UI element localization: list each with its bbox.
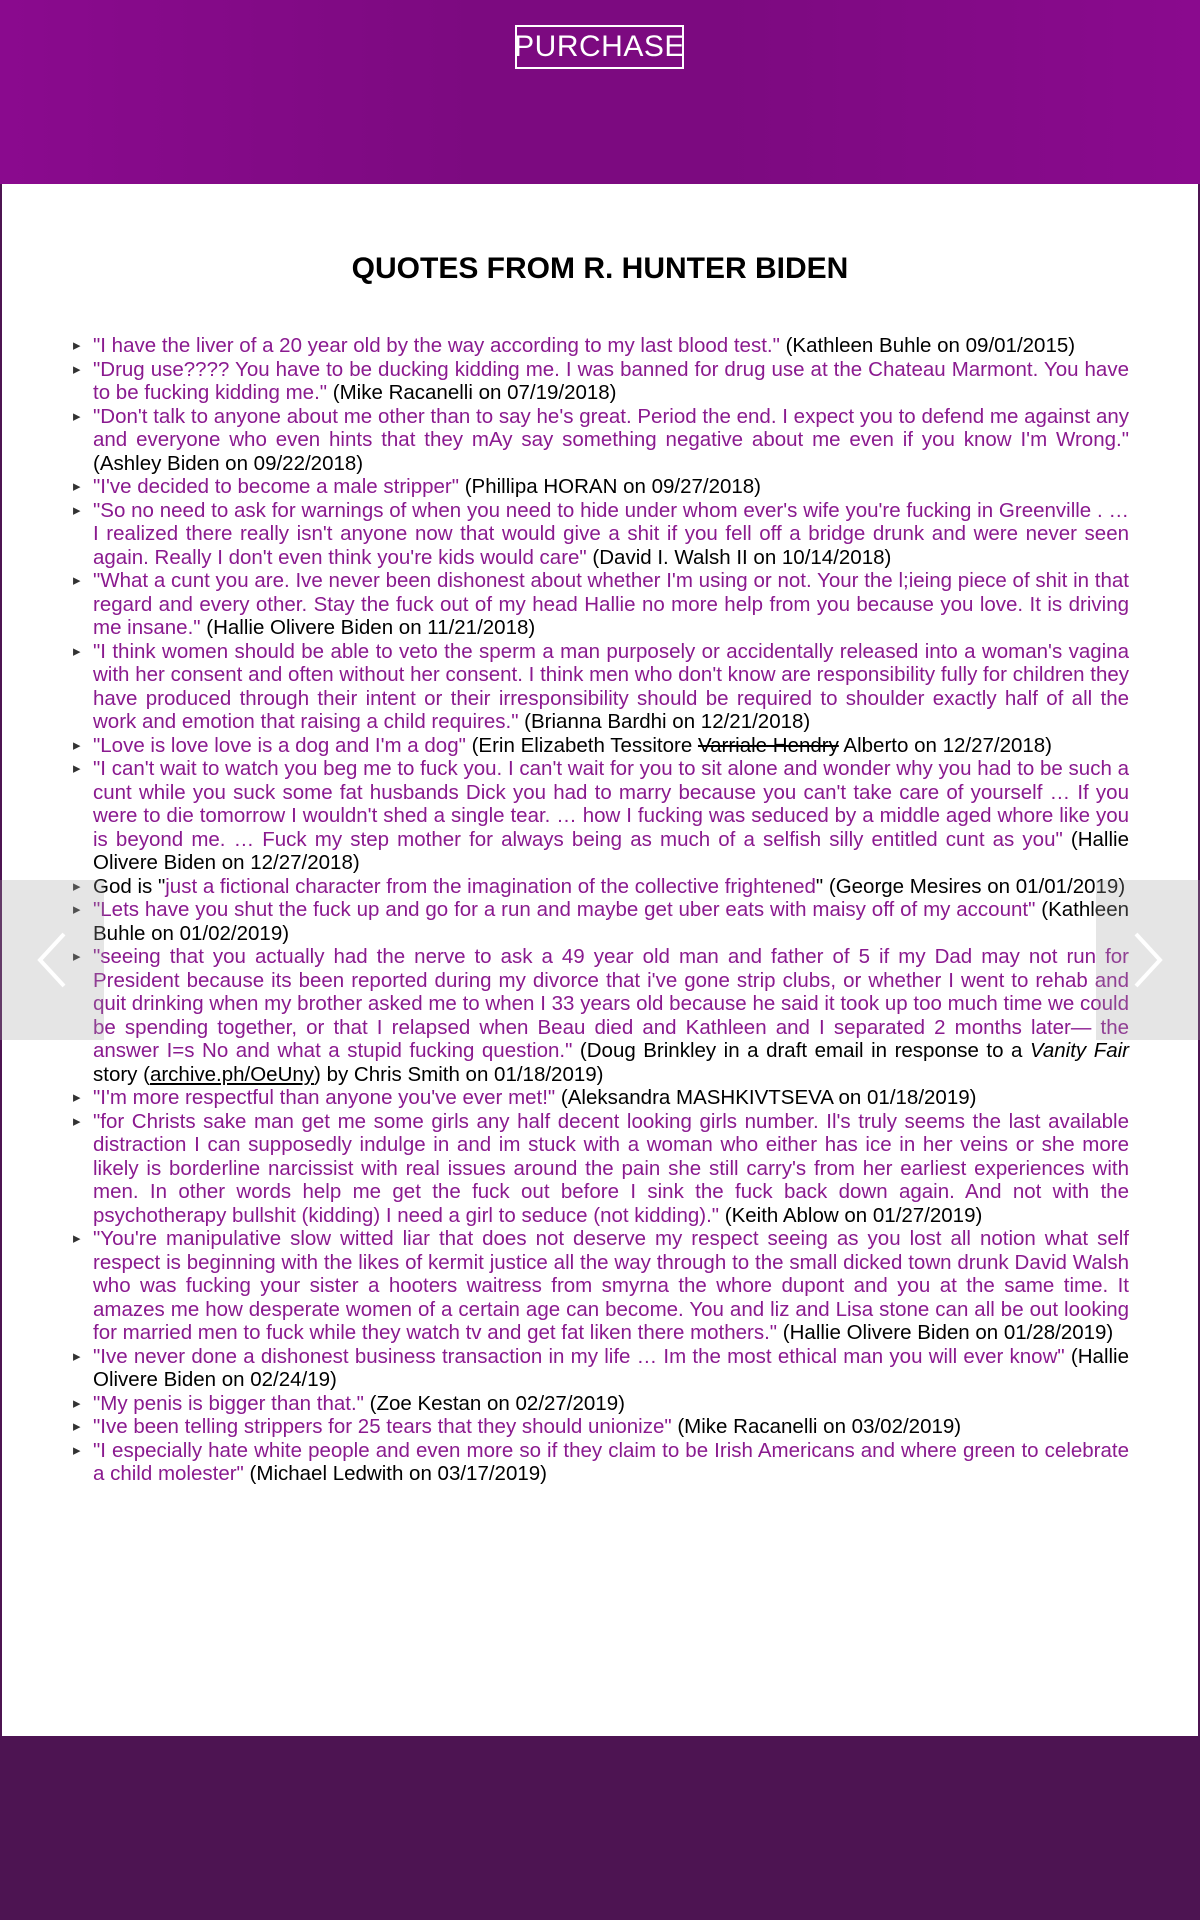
quote-suffix: ": [815, 874, 824, 898]
archive-link[interactable]: archive.ph/OeUny: [149, 1062, 315, 1086]
list-item: [93, 405, 1129, 476]
quote-attribution: (Doug Brinkley in a draft email in response to a: [572, 1039, 1030, 1062]
list-item: [93, 898, 1129, 945]
quote-attribution: (Hallie Olivere Biden on 02/24/19): [93, 1344, 1130, 1391]
purchase-button[interactable]: PURCHASE: [515, 25, 684, 69]
quote-text: "I especially hate white people and even more so if they claim to be Irish Americans and where green to celebrate a child molester": [93, 1438, 1129, 1485]
list-item: [93, 1415, 1129, 1439]
quote-attribution: (Zoe Kestan on 02/27/2019): [363, 1391, 625, 1415]
list-item: [93, 1392, 1129, 1416]
quote-prefix: God is ": [93, 874, 166, 898]
list-item: [93, 1110, 1129, 1228]
quote-text: "I have the liver of a 20 year old by the way according to my last blood test.": [93, 334, 780, 357]
quote-attribution: (Mike Racanelli on 07/19/2018): [327, 381, 617, 404]
quote-text: "I'm more respectful than anyone you've ever met!": [93, 1086, 556, 1109]
quote-text: just a fictional character from the imagination of the collective frightened: [165, 874, 816, 898]
struck-name: Varriale Hendry: [697, 733, 839, 757]
quote-attribution-mid: story (: [93, 1062, 150, 1086]
quote-attribution: (Kathleen Buhle on 09/01/2015): [779, 334, 1076, 357]
quote-attribution: (George Mesires on 01/01/2019): [823, 874, 1126, 898]
carousel-prev-button[interactable]: [0, 880, 104, 1040]
quote-text: "Ive never done a dishonest business transaction in my life … Im the most ethical man you will ever know": [93, 1344, 1065, 1368]
quote-attribution: (Michael Ledwith on 03/17/2019): [243, 1462, 547, 1485]
list-item: [93, 757, 1129, 875]
quote-attribution: (Ashley Biden on 09/22/2018): [93, 451, 364, 475]
quote-attribution-end: ) by Chris Smith on 01/18/2019): [314, 1062, 604, 1086]
quote-text: "You're manipulative slow witted liar that does not deserve my respect seeing as you lost all notion what self respect is beginning with the likes of kermit justice all the way through to the small dicked town drunk David Walsh who was fucking your sister a hooters waitress from smyrna the whore dupont and you at the same time. It amazes me how desperate women of a certain age can become. You and liz and Lisa stone can all be out looking for married men to fuck while they watch tv and get fat liken there mothers.": [93, 1227, 1129, 1344]
header-band: [0, 0, 1200, 184]
quote-text: "Drug use???? You have to be ducking kidding me. I was banned for drug use at the Chateau Marmont. You have to be fucking kidding me.": [93, 357, 1129, 404]
chevron-right-icon: [1128, 928, 1168, 992]
quote-text: "I think women should be able to veto the sperm a man purposely or accidentally released into a woman's vagina with her consent and often without her consent. I think men who don't know are responsibility fully for children they have produced through their intent or their irresponsibility should be required to shoulder exactly half of all the work and emotion that raising a child requires.": [93, 639, 1129, 733]
quote-text: "Ive been telling strippers for 25 tears that they should unionize": [93, 1415, 672, 1438]
chevron-left-icon: [32, 928, 72, 992]
list-item: [93, 945, 1129, 1086]
quote-attribution: (Hallie Olivere Biden on 11/21/2018): [200, 616, 536, 639]
quote-attribution: (Keith Ablow on 01/27/2019): [719, 1203, 983, 1227]
list-item: [93, 569, 1129, 640]
quote-text: "Love is love love is a dog and I'm a dog": [93, 733, 466, 757]
quote-attribution: (Hallie Olivere Biden on 01/28/2019): [777, 1321, 1114, 1344]
quote-text: "So no need to ask for warnings of when you need to hide under whom ever's wife you're fucking in Greenville . … I realized there really isn't anyone now that would give a shit if you fell off a bridge drunk and were never seen again. Really I don't even think you're kids would care": [93, 498, 1129, 569]
list-item: [93, 475, 1129, 499]
carousel-next-button[interactable]: [1096, 880, 1200, 1040]
quote-text: "I can't wait to watch you beg me to fuck you. I can't wait for you to sit alone and wonder why you had to be such a cunt while you suck some fat husbands Dick you had to marry because you can't take care of yourself … If you were to die tomorrow I wouldn't shed a single tear. … how I fucking was seduced by a middle aged whore like you is beyond me. … Fuck my step mother for always being as much of a selfish silly entitled cunt as you": [93, 757, 1129, 851]
quote-text: "Lets have you shut the fuck up and go for a run and maybe get uber eats with maisy off of my account": [93, 898, 1036, 921]
quote-attribution: (Kathleen Buhle on 01/02/2019): [93, 898, 1130, 945]
quote-text: "Don't talk to anyone about me other than to say he's great. Period the end. I expect you to defend me against any and everyone who even hints that they mAy say something negative about me even if you know I'm Wrong.": [93, 404, 1129, 451]
list-item: [93, 640, 1129, 734]
quote-text: "My penis is bigger than that.": [93, 1391, 364, 1415]
list-item: [93, 334, 1129, 358]
quote-text: "for Christs sake man get me some girls any half decent looking girls number. Il's truly seems the last available distraction I can supposedly indulge in and im stuck with a woman who either has ice in her veins or she more likely is borderline narcissist with real issues around the pain she still carry's from her earliest experiences with men. In other words help me get the fuck out before I sink the fuck back down again. And not with the psychotherapy bullshit (kidding) I need a girl to seduce (not kidding).": [93, 1109, 1129, 1227]
quote-attribution: (David I. Walsh II on 10/14/2018): [586, 545, 892, 569]
quote-text: "I've decided to become a male stripper": [93, 475, 460, 498]
quote-text: "What a cunt you are. Ive never been dishonest about whether I'm using or not. Your the l;ieing piece of shit in that regard and every other. Stay the fuck out of my head Hallie no more help from you because you love. It is driving me insane.": [93, 569, 1129, 639]
quote-attribution: (Aleksandra MASHKIVTSEVA on 01/18/2019): [555, 1086, 977, 1109]
quote-attribution: (Mike Racanelli on 03/02/2019): [671, 1415, 962, 1438]
page-title: QUOTES FROM R. HUNTER BIDEN: [351, 252, 849, 285]
list-item: [93, 1345, 1129, 1392]
quote-attribution: (Phillipa HORAN on 09/27/2018): [459, 475, 761, 498]
list-item: [93, 875, 1129, 899]
quote-list: [93, 334, 1129, 1486]
publication-name: Vanity Fair: [1029, 1039, 1130, 1062]
list-item: [93, 734, 1129, 758]
list-item: [93, 1086, 1129, 1110]
quote-text: "seeing that you actually had the nerve to ask a 49 year old man and father of 5 if my Dad may not run for President because its been reported during my divorce that i've gone strip clubs, or whether I went to rehab and quit drinking when my brother asked me to when I 33 years old because he said it took up too much time we could be spending together, or that I relapsed when Beau died and Kathleen and I separated 2 months later— the answer I=s No and what a stupid fucking question.": [93, 945, 1129, 1062]
quote-attribution-end: Alberto on 12/27/2018): [838, 733, 1052, 757]
quote-attribution: (Hallie Olivere Biden on 12/27/2018): [93, 827, 1129, 874]
list-item: [93, 358, 1129, 405]
content-panel: [2, 184, 1198, 1736]
quote-attribution: (Erin Elizabeth Tessitore: [465, 733, 698, 757]
list-item: [93, 499, 1129, 570]
list-item: [93, 1227, 1129, 1345]
quote-attribution: (Brianna Bardhi on 12/21/2018): [518, 710, 811, 733]
list-item: [93, 1439, 1129, 1486]
